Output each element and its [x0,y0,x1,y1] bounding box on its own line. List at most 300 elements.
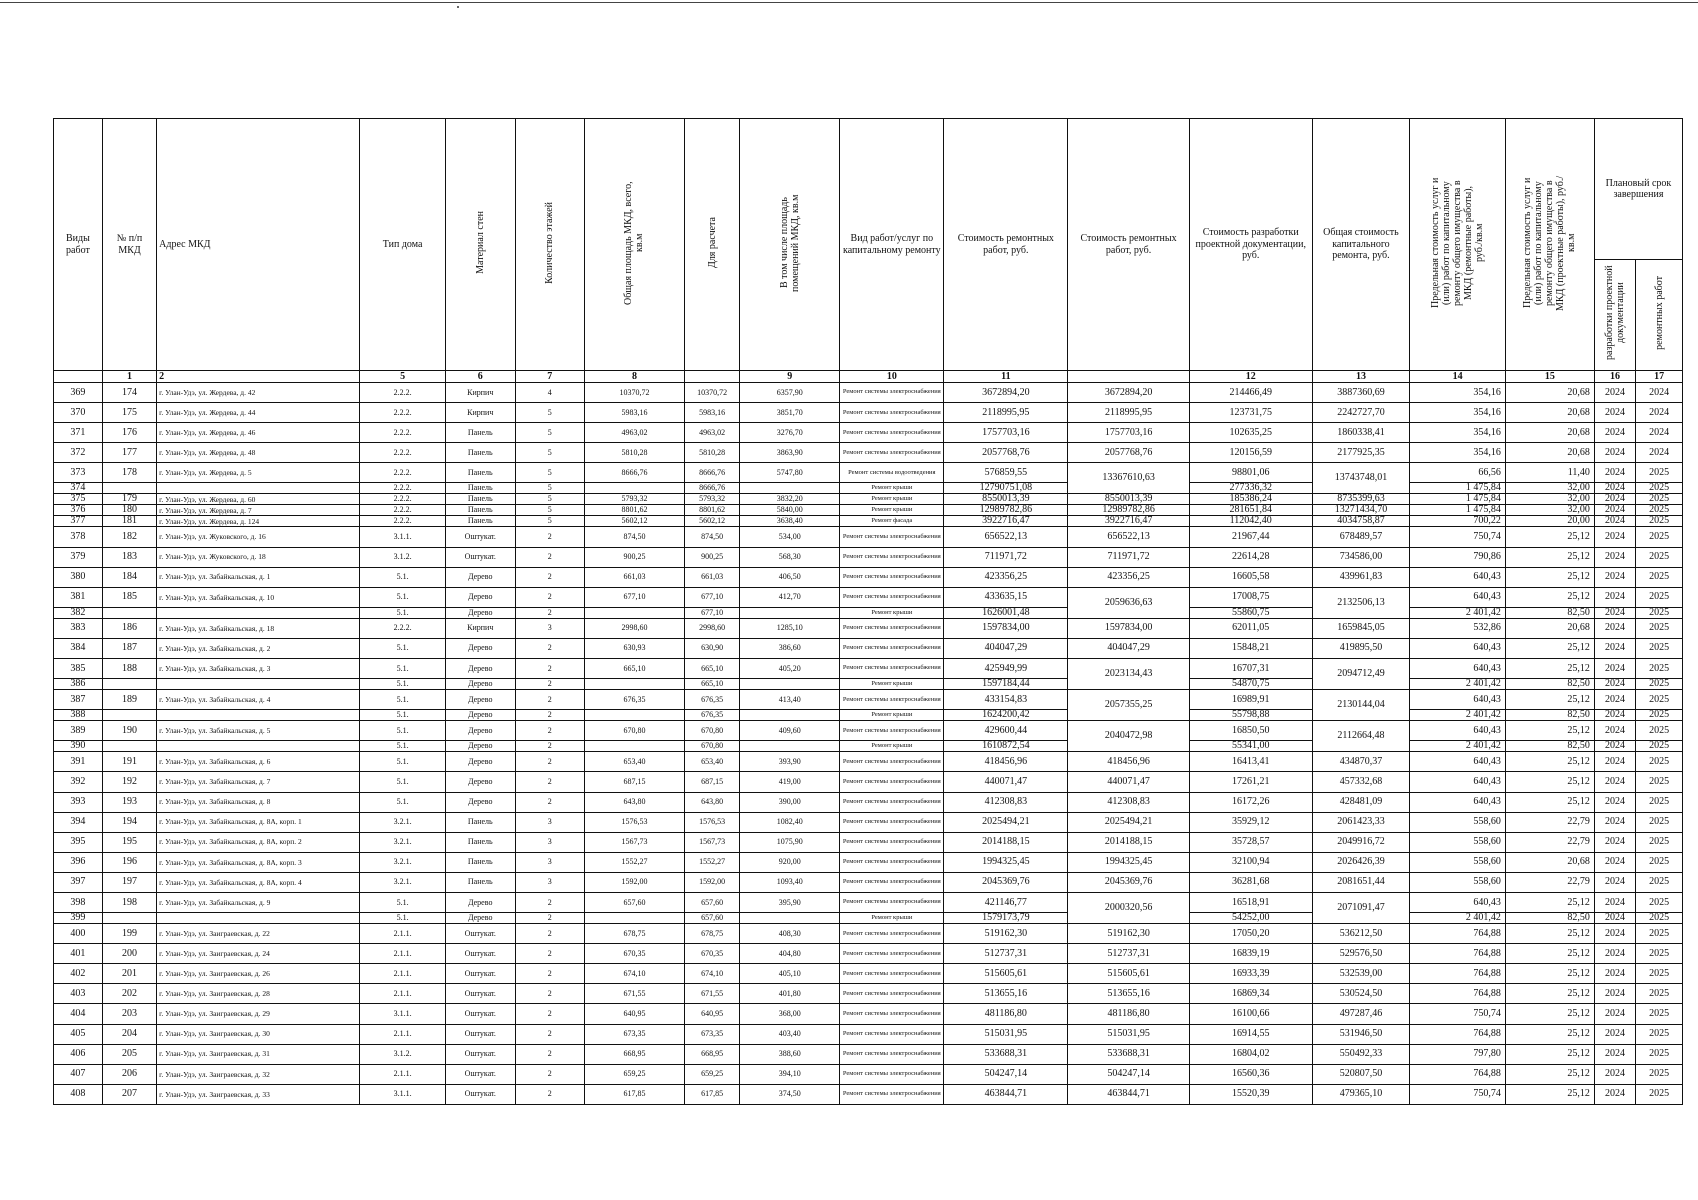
total-cost-cell: 2071091,47 [1312,892,1410,923]
table-row [54,832,1683,852]
repair-cost-cell: 2045369,76 [944,872,1068,892]
year-design-cell: 2024 [1594,913,1635,924]
limit-repair-cell: 558,60 [1410,832,1506,852]
floors-cell: 2 [515,690,585,710]
repair-cost-total-cell: 2000320,56 [1068,892,1190,923]
work-type-cell: Ремонт системы электроснабжения [840,587,944,607]
area-premises-cell: 406,50 [740,567,840,587]
col-address-header: Адрес МКД [157,119,360,371]
area-calc-cell: 5602,12 [684,516,739,527]
table-row [54,812,1683,832]
area-total-cell: 670,35 [585,944,685,964]
house-type-cell: 3.1.1. [360,1004,446,1024]
area-calc-cell: 670,35 [684,944,739,964]
repair-cost-total-cell: 656522,13 [1068,527,1190,547]
year-repair-cell: 2024 [1636,443,1683,463]
house-number [102,913,156,924]
total-cost-cell: 1860338,41 [1312,423,1410,443]
work-type-cell: Ремонт системы электроснабжения [840,964,944,984]
limit-repair-cell: 2 401,42 [1410,741,1506,752]
wall-material-cell: Панель [446,443,516,463]
wall-material-cell: Панель [446,852,516,872]
address-cell: г. Улан-Удэ, ул. Забайкальская, д. 18 [157,618,360,638]
table-row [54,710,1683,721]
work-type-cell: Ремонт системы электроснабжения [840,383,944,403]
design-cost-cell: 21967,44 [1189,527,1312,547]
limit-repair-cell: 640,43 [1410,772,1506,792]
work-type-cell: Ремонт системы электроснабжения [840,547,944,567]
limit-design-cell: 20,68 [1505,383,1594,403]
row-number: 395 [54,832,103,852]
work-type-cell: Ремонт системы электроснабжения [840,872,944,892]
col-number: 14 [1410,371,1506,383]
year-design-cell: 2024 [1594,527,1635,547]
limit-repair-cell: 532,86 [1410,618,1506,638]
row-number: 405 [54,1024,103,1044]
repair-cost-total-cell: 440071,47 [1068,772,1190,792]
area-premises-cell: 386,60 [740,638,840,658]
wall-material-cell: Дерево [446,567,516,587]
area-total-cell: 5602,12 [585,516,685,527]
row-number: 393 [54,792,103,812]
area-total-cell: 5810,28 [585,443,685,463]
address-cell: г. Улан-Удэ, ул. Забайкальская, д. 10 [157,587,360,607]
table-row [54,752,1683,772]
area-calc-cell: 8666,76 [684,463,739,483]
house-number: 190 [102,721,156,741]
area-total-cell: 671,55 [585,984,685,1004]
design-cost-cell: 17008,75 [1189,587,1312,607]
house-number: 192 [102,772,156,792]
col-number: 5 [360,371,446,383]
year-design-cell: 2024 [1594,721,1635,741]
table-row [54,721,1683,741]
limit-repair-cell: 640,43 [1410,792,1506,812]
address-cell: г. Улан-Удэ, ул. Заиграевская, д. 33 [157,1084,360,1104]
col-number: 11 [944,371,1068,383]
total-cost-cell: 678489,57 [1312,527,1410,547]
area-premises-cell [740,483,840,494]
limit-repair-cell: 2 401,42 [1410,710,1506,721]
repair-cost-total-cell: 463844,71 [1068,1084,1190,1104]
col-deadline-repair-header: ремонтных работ [1636,260,1683,371]
repair-cost-total-cell: 533688,31 [1068,1044,1190,1064]
year-design-cell: 2024 [1594,516,1635,527]
table-row [54,516,1683,527]
table-row [54,944,1683,964]
year-repair-cell: 2024 [1636,403,1683,423]
total-cost-cell: 457332,68 [1312,772,1410,792]
area-calc-cell: 5983,16 [684,403,739,423]
design-cost-cell: 16989,91 [1189,690,1312,710]
area-premises-cell: 401,80 [740,984,840,1004]
house-type-cell: 2.2.2. [360,403,446,423]
limit-design-cell: 25,12 [1505,1084,1594,1104]
area-premises-cell: 3863,90 [740,443,840,463]
total-cost-cell: 497287,46 [1312,1004,1410,1024]
limit-repair-cell: 764,88 [1410,1064,1506,1084]
house-type-cell: 2.2.2. [360,505,446,516]
area-premises-cell [740,710,840,721]
repair-cost-cell: 481186,80 [944,1004,1068,1024]
house-number: 197 [102,872,156,892]
area-total-cell: 659,25 [585,1064,685,1084]
house-number: 174 [102,383,156,403]
year-design-cell: 2024 [1594,679,1635,690]
area-calc-cell: 10370,72 [684,383,739,403]
area-premises-cell [740,607,840,618]
year-repair-cell: 2025 [1636,1024,1683,1044]
area-calc-cell: 670,80 [684,741,739,752]
house-number: 200 [102,944,156,964]
repair-cost-total-cell: 3672894,20 [1068,383,1190,403]
address-cell: г. Улан-Удэ, ул. Жердева, д. 44 [157,403,360,423]
year-design-cell: 2024 [1594,403,1635,423]
row-number: 379 [54,547,103,567]
row-number: 385 [54,659,103,679]
repair-cost-total-cell: 519162,30 [1068,924,1190,944]
table-row [54,527,1683,547]
area-calc-cell: 677,10 [684,587,739,607]
house-type-cell: 2.1.1. [360,984,446,1004]
year-design-cell: 2024 [1594,383,1635,403]
row-number: 399 [54,913,103,924]
repair-cost-total-cell: 3922716,47 [1068,516,1190,527]
area-calc-cell: 4963,02 [684,423,739,443]
total-cost-cell: 536212,50 [1312,924,1410,944]
limit-repair-cell: 640,43 [1410,690,1506,710]
floors-cell: 3 [515,872,585,892]
total-cost-cell: 734586,00 [1312,547,1410,567]
design-cost-cell: 22614,28 [1189,547,1312,567]
wall-material-cell: Дерево [446,710,516,721]
area-total-cell [585,741,685,752]
year-repair-cell: 2025 [1636,1004,1683,1024]
area-premises-cell: 393,90 [740,752,840,772]
table-row [54,924,1683,944]
area-total-cell [585,483,685,494]
year-repair-cell: 2025 [1636,892,1683,912]
row-number: 390 [54,741,103,752]
table-row [54,679,1683,690]
address-cell: г. Улан-Удэ, ул. Забайкальская, д. 3 [157,659,360,679]
repair-cost-total-cell: 2118995,95 [1068,403,1190,423]
year-repair-cell: 2025 [1636,964,1683,984]
repair-cost-cell: 3672894,20 [944,383,1068,403]
year-repair-cell: 2025 [1636,832,1683,852]
area-calc-cell: 676,35 [684,690,739,710]
house-type-cell: 2.2.2. [360,494,446,505]
repair-cost-total-cell: 423356,25 [1068,567,1190,587]
address-cell: г. Улан-Удэ, ул. Забайкальская, д. 2 [157,638,360,658]
address-cell: г. Улан-Удэ, ул. Жердева, д. 46 [157,423,360,443]
address-cell: г. Улан-Удэ, ул. Забайкальская, д. 5 [157,721,360,741]
work-type-cell: Ремонт крыши [840,607,944,618]
repair-cost-cell: 463844,71 [944,1084,1068,1104]
col-limit-design-header: Предельная стоимость услуг и (или) работ по капитальному ремонту общего имущества в МКД (проектные работы), руб./кв.м [1505,119,1594,371]
house-type-cell: 2.1.1. [360,944,446,964]
total-cost-cell: 2094712,49 [1312,659,1410,690]
area-total-cell: 674,10 [585,964,685,984]
work-type-cell: Ремонт крыши [840,710,944,721]
year-repair-cell: 2025 [1636,741,1683,752]
work-type-cell: Ремонт системы электроснабжения [840,852,944,872]
repair-cost-total-cell: 513655,16 [1068,984,1190,1004]
repair-cost-cell: 1757703,16 [944,423,1068,443]
table-row [54,494,1683,505]
address-cell: г. Улан-Удэ, ул. Заиграевская, д. 28 [157,984,360,1004]
house-number [102,679,156,690]
area-calc-cell: 1576,53 [684,812,739,832]
area-calc-cell: 8801,62 [684,505,739,516]
wall-material-cell: Дерево [446,690,516,710]
limit-repair-cell: 66,56 [1410,463,1506,483]
design-cost-cell: 16804,02 [1189,1044,1312,1064]
design-cost-cell: 35929,12 [1189,812,1312,832]
work-type-cell: Ремонт крыши [840,483,944,494]
area-calc-cell: 643,80 [684,792,739,812]
year-design-cell: 2024 [1594,1084,1635,1104]
row-number: 392 [54,772,103,792]
work-type-cell: Ремонт системы электроснабжения [840,1024,944,1044]
address-cell: г. Улан-Удэ, ул. Заиграевская, д. 24 [157,944,360,964]
repair-cost-total-cell: 418456,96 [1068,752,1190,772]
col-number: 7 [515,371,585,383]
area-total-cell: 670,80 [585,721,685,741]
address-cell: г. Улан-Удэ, ул. Жердева, д. 5 [157,463,360,483]
year-repair-cell: 2025 [1636,872,1683,892]
design-cost-cell: 102635,25 [1189,423,1312,443]
limit-design-cell: 82,50 [1505,913,1594,924]
wall-material-cell: Дерево [446,721,516,741]
year-design-cell: 2024 [1594,567,1635,587]
area-calc-cell: 5810,28 [684,443,739,463]
limit-repair-cell: 764,88 [1410,924,1506,944]
limit-design-cell: 25,12 [1505,527,1594,547]
wall-material-cell: Оштукат. [446,547,516,567]
address-cell: г. Улан-Удэ, ул. Забайкальская, д. 8А, корп. 4 [157,872,360,892]
work-type-cell: Ремонт системы электроснабжения [840,1004,944,1024]
floors-cell: 3 [515,812,585,832]
row-number: 391 [54,752,103,772]
area-total-cell: 8801,62 [585,505,685,516]
limit-design-cell: 25,12 [1505,964,1594,984]
table-row [54,587,1683,607]
year-design-cell: 2024 [1594,483,1635,494]
floors-cell: 2 [515,913,585,924]
col-number: 15 [1505,371,1594,383]
col-number: 2 [157,371,360,383]
floors-cell: 2 [515,1004,585,1024]
work-type-cell: Ремонт системы электроснабжения [840,403,944,423]
limit-design-cell: 25,12 [1505,547,1594,567]
table-row [54,483,1683,494]
area-calc-cell: 900,25 [684,547,739,567]
house-number: 182 [102,527,156,547]
table-row [54,403,1683,423]
house-number: 202 [102,984,156,1004]
table-row [54,984,1683,1004]
limit-design-cell: 25,12 [1505,752,1594,772]
table-row [54,852,1683,872]
area-premises-cell: 1093,40 [740,872,840,892]
col-floors-header: Количество этажей [515,119,585,371]
year-repair-cell: 2025 [1636,944,1683,964]
floors-cell: 2 [515,1084,585,1104]
design-cost-cell: 16869,34 [1189,984,1312,1004]
house-type-cell: 5.1. [360,792,446,812]
year-design-cell: 2024 [1594,892,1635,912]
area-calc-cell: 1567,73 [684,832,739,852]
row-number: 394 [54,812,103,832]
address-cell: г. Улан-Удэ, ул. Жердева, д. 48 [157,443,360,463]
total-cost-cell: 13271434,70 [1312,505,1410,516]
repair-cost-cell: 1626001,48 [944,607,1068,618]
design-cost-cell: 62011,05 [1189,618,1312,638]
area-premises-cell: 403,40 [740,1024,840,1044]
table-row [54,1064,1683,1084]
col-area-premises-header: В том числе площадь помещений МКД, кв.м [740,119,840,371]
row-number: 386 [54,679,103,690]
repair-cost-total-cell: 404047,29 [1068,638,1190,658]
table-row [54,964,1683,984]
year-design-cell: 2024 [1594,463,1635,483]
floors-cell: 5 [515,463,585,483]
year-repair-cell: 2025 [1636,792,1683,812]
table-row [54,1044,1683,1064]
wall-material-cell: Оштукат. [446,1024,516,1044]
design-cost-cell: 17261,21 [1189,772,1312,792]
work-type-cell: Ремонт системы электроснабжения [840,721,944,741]
address-cell: г. Улан-Удэ, ул. Жуковского, д. 18 [157,547,360,567]
limit-design-cell: 32,00 [1505,494,1594,505]
scan-top-edge [0,2,1698,3]
col-work-type-header: Вид работ/услуг по капитальному ремонту [840,119,944,371]
total-cost-cell: 1659845,05 [1312,618,1410,638]
repair-cost-cell: 519162,30 [944,924,1068,944]
area-premises-cell: 374,50 [740,1084,840,1104]
limit-design-cell: 82,50 [1505,741,1594,752]
col-area-total-header: Общая площадь МКД, всего, кв.м [585,119,685,371]
area-premises-cell: 5747,80 [740,463,840,483]
limit-design-cell: 25,12 [1505,567,1594,587]
repair-cost-cell: 404047,29 [944,638,1068,658]
row-number: 389 [54,721,103,741]
house-type-cell: 5.1. [360,710,446,721]
wall-material-cell: Дерево [446,587,516,607]
address-cell [157,710,360,721]
year-repair-cell: 2025 [1636,679,1683,690]
house-number: 199 [102,924,156,944]
total-cost-cell: 4034758,87 [1312,516,1410,527]
repair-cost-total-cell: 2059636,63 [1068,587,1190,618]
total-cost-cell: 8735399,63 [1312,494,1410,505]
floors-cell: 5 [515,423,585,443]
total-cost-cell: 2061423,33 [1312,812,1410,832]
year-design-cell: 2024 [1594,494,1635,505]
area-premises-cell [740,679,840,690]
limit-design-cell: 25,12 [1505,924,1594,944]
area-calc-cell: 2998,60 [684,618,739,638]
design-cost-cell: 16914,55 [1189,1024,1312,1044]
area-calc-cell: 668,95 [684,1044,739,1064]
limit-design-cell: 20,68 [1505,852,1594,872]
year-repair-cell: 2025 [1636,721,1683,741]
row-number: 380 [54,567,103,587]
floors-cell: 2 [515,527,585,547]
work-type-cell: Ремонт системы электроснабжения [840,984,944,1004]
area-calc-cell: 617,85 [684,1084,739,1104]
col-num-header: № п/п МКД [102,119,156,371]
repair-cost-total-cell: 13367610,63 [1068,463,1190,494]
area-calc-cell: 661,03 [684,567,739,587]
total-cost-cell: 530524,50 [1312,984,1410,1004]
area-premises-cell: 920,00 [740,852,840,872]
design-cost-cell: 16560,36 [1189,1064,1312,1084]
header-row [54,119,1683,260]
design-cost-cell: 277336,32 [1189,483,1312,494]
area-premises-cell: 408,30 [740,924,840,944]
total-cost-cell: 428481,09 [1312,792,1410,812]
floors-cell: 2 [515,659,585,679]
house-type-cell: 5.1. [360,567,446,587]
col-number: 6 [446,371,516,383]
floors-cell: 2 [515,710,585,721]
area-total-cell: 677,10 [585,587,685,607]
area-premises-cell: 395,90 [740,892,840,912]
design-cost-cell: 16100,66 [1189,1004,1312,1024]
address-cell: г. Улан-Удэ, ул. Заиграевская, д. 31 [157,1044,360,1064]
repair-cost-cell: 2014188,15 [944,832,1068,852]
area-total-cell: 874,50 [585,527,685,547]
limit-design-cell: 25,12 [1505,690,1594,710]
year-repair-cell: 2025 [1636,483,1683,494]
repair-cost-cell: 1597834,00 [944,618,1068,638]
address-cell [157,607,360,618]
year-repair-cell: 2025 [1636,772,1683,792]
house-number: 177 [102,443,156,463]
area-premises-cell: 390,00 [740,792,840,812]
house-type-cell: 3.1.2. [360,1044,446,1064]
work-type-cell: Ремонт системы электроснабжения [840,832,944,852]
total-cost-cell: 13743748,01 [1312,463,1410,494]
area-total-cell: 4963,02 [585,423,685,443]
address-cell: г. Улан-Удэ, ул. Заиграевская, д. 32 [157,1064,360,1084]
area-premises-cell: 412,70 [740,587,840,607]
year-repair-cell: 2025 [1636,516,1683,527]
wall-material-cell: Панель [446,505,516,516]
house-type-cell: 2.1.1. [360,924,446,944]
house-number: 206 [102,1064,156,1084]
limit-design-cell: 20,68 [1505,443,1594,463]
floors-cell: 2 [515,1024,585,1044]
area-calc-cell: 670,80 [684,721,739,741]
repair-cost-total-cell: 2057768,76 [1068,443,1190,463]
house-type-cell: 3.2.1. [360,872,446,892]
area-calc-cell: 630,90 [684,638,739,658]
limit-repair-cell: 354,16 [1410,443,1506,463]
row-number: 398 [54,892,103,912]
col-deadline-design-header: разработки проектной документации [1594,260,1635,371]
floors-cell: 5 [515,516,585,527]
design-cost-cell: 55798,88 [1189,710,1312,721]
house-number [102,741,156,752]
floors-cell: 5 [515,494,585,505]
house-type-cell: 5.1. [360,638,446,658]
repair-cost-total-cell: 504247,14 [1068,1064,1190,1084]
total-cost-cell: 2177925,35 [1312,443,1410,463]
area-premises-cell: 3832,20 [740,494,840,505]
